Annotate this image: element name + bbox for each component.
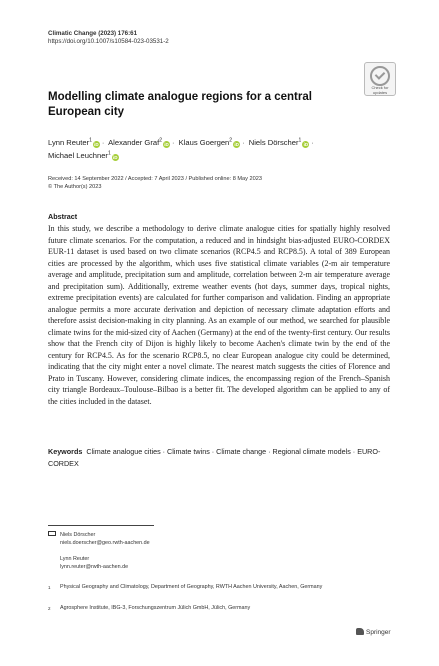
author-separator: · bbox=[171, 137, 175, 147]
journal-citation: Climatic Change (2023) 176:61 bbox=[48, 30, 138, 37]
paper-title: Modelling climate analogue regions for a central European city bbox=[48, 91, 312, 118]
badge-line-2: updates bbox=[372, 89, 388, 95]
author-list bbox=[48, 135, 378, 161]
contact-block bbox=[60, 556, 128, 571]
author-item[interactable] bbox=[108, 138, 170, 147]
affiliation-item bbox=[48, 584, 368, 592]
abstract-text: In this study, we describe a methodology to derive climate analogue cities for spatially highly resolved future climate scenarios. For the computation, a reduced and in hindsight bias-adjusted EURO-CORDEX EUR-11 dataset is used based on two climate scenarios (RCP4.5 and RCP8.5). A total of 389 European cities are processed by the algorithm, which uses five statistical climate variables (2-m air temperature average and amplitude, precipitation sum and amplitude, correlation between 2-m air temperature average and precipitation sum). Additionally, extreme weather events (hot days, summer days, tropical nights, extreme precipitation events) are calculated for further comparison and validation. Finding an appropriate analogue permits a more accurate derivation and depiction of necessary climate adaptation efforts and therefore assist decision-making in city planning. As an example of our method, we searched for plausible climate twins for the mid-sized city of Aachen (Germany) at the end of the twenty-first century. Our results show that the French city of Dijon is highly likely to become Aachen's climate twin by the end of the century for RCP4.5. As for the scenario RCP8.5, no clear European analogue city could be determined, indicating that the city might enter a novel climate. The nearest match suggests the cities of Florence and Prato in Tuscany. However, considering climate indices, the encompassing region of the French–Spanish city triangle Bordeaux–Toulouse–Bilbao is a better fit. The developed algorithm can be applied to any of the cities included in the dataset. bbox=[48, 224, 390, 406]
author-separator: · bbox=[311, 137, 314, 147]
copyright-line: © The Author(s) 2023 bbox=[48, 184, 102, 190]
publisher-logo bbox=[356, 628, 391, 636]
affiliation-text: Physical Geography and Climatology, Department of Geography, RWTH Aachen University, Aachen, Germany bbox=[60, 584, 323, 590]
contact-email[interactable]: niels.doerscher@geo.rwth-aachen.de bbox=[60, 539, 150, 546]
contact-name: Niels Dörscher bbox=[60, 532, 96, 538]
author-affil-sup: 2 bbox=[229, 137, 233, 143]
received-accepted-published: Received: 14 September 2022 / Accepted: 7 April 2023 / Published online: 8 May 2023 bbox=[48, 176, 262, 182]
orcid-icon[interactable]: iD bbox=[303, 141, 309, 147]
keywords-label: Keywords bbox=[48, 447, 83, 456]
author-item[interactable] bbox=[48, 151, 119, 160]
affiliation-number: 2 bbox=[48, 606, 51, 611]
contact-block bbox=[48, 531, 150, 547]
author-name: Lynn Reuter bbox=[48, 137, 90, 147]
author-separator: · bbox=[101, 137, 105, 147]
check-for-updates-badge[interactable] bbox=[364, 62, 396, 96]
author-name: Niels Dörscher bbox=[248, 137, 299, 147]
check-updates-icon bbox=[370, 66, 390, 86]
orcid-icon[interactable]: iD bbox=[234, 141, 239, 147]
contact-email[interactable]: lynn.reuter@rwth-aachen.de bbox=[60, 563, 129, 570]
badge-line-1: Check for bbox=[371, 85, 389, 90]
author-item[interactable] bbox=[179, 138, 240, 147]
affiliation-text: Agrosphere Institute, IBG-3, Forschungszentrum Jülich GmbH, Jülich, Germany bbox=[60, 605, 251, 611]
author-item[interactable] bbox=[48, 138, 100, 147]
author-affil-sup: 1 bbox=[89, 137, 92, 143]
author-affil-sup: 1 bbox=[298, 137, 302, 143]
author-item[interactable] bbox=[249, 138, 310, 147]
author-name: Klaus Goergen bbox=[178, 137, 230, 147]
author-name: Michael Leuchner bbox=[48, 150, 108, 160]
envelope-icon bbox=[48, 531, 56, 536]
author-separator: · bbox=[242, 137, 245, 147]
publication-dates bbox=[48, 175, 262, 191]
affiliation-item bbox=[48, 605, 368, 613]
abstract-heading: Abstract bbox=[48, 212, 78, 221]
footnote-divider bbox=[48, 525, 154, 526]
orcid-icon[interactable]: iD bbox=[164, 141, 169, 147]
journal-header bbox=[48, 30, 169, 46]
author-name: Alexander Graf bbox=[108, 137, 160, 147]
author-affil-sup: 1 bbox=[107, 150, 111, 157]
keywords-text: Climate analogue cities · Climate twins · Climate change · Regional climate models · EURO-CORDEX bbox=[48, 447, 381, 468]
doi-link[interactable]: https://doi.org/10.1007/s10584-023-03531-2 bbox=[48, 38, 169, 45]
contact-name: Lynn Reuter bbox=[60, 556, 90, 562]
affiliation-number: 1 bbox=[48, 585, 51, 590]
orcid-icon[interactable]: iD bbox=[94, 141, 99, 147]
publisher-name: Springer bbox=[366, 629, 391, 636]
keywords-line bbox=[48, 446, 390, 469]
author-affil-sup: 2 bbox=[159, 137, 162, 143]
springer-horse-icon bbox=[356, 628, 364, 635]
orcid-icon[interactable]: iD bbox=[112, 154, 118, 160]
